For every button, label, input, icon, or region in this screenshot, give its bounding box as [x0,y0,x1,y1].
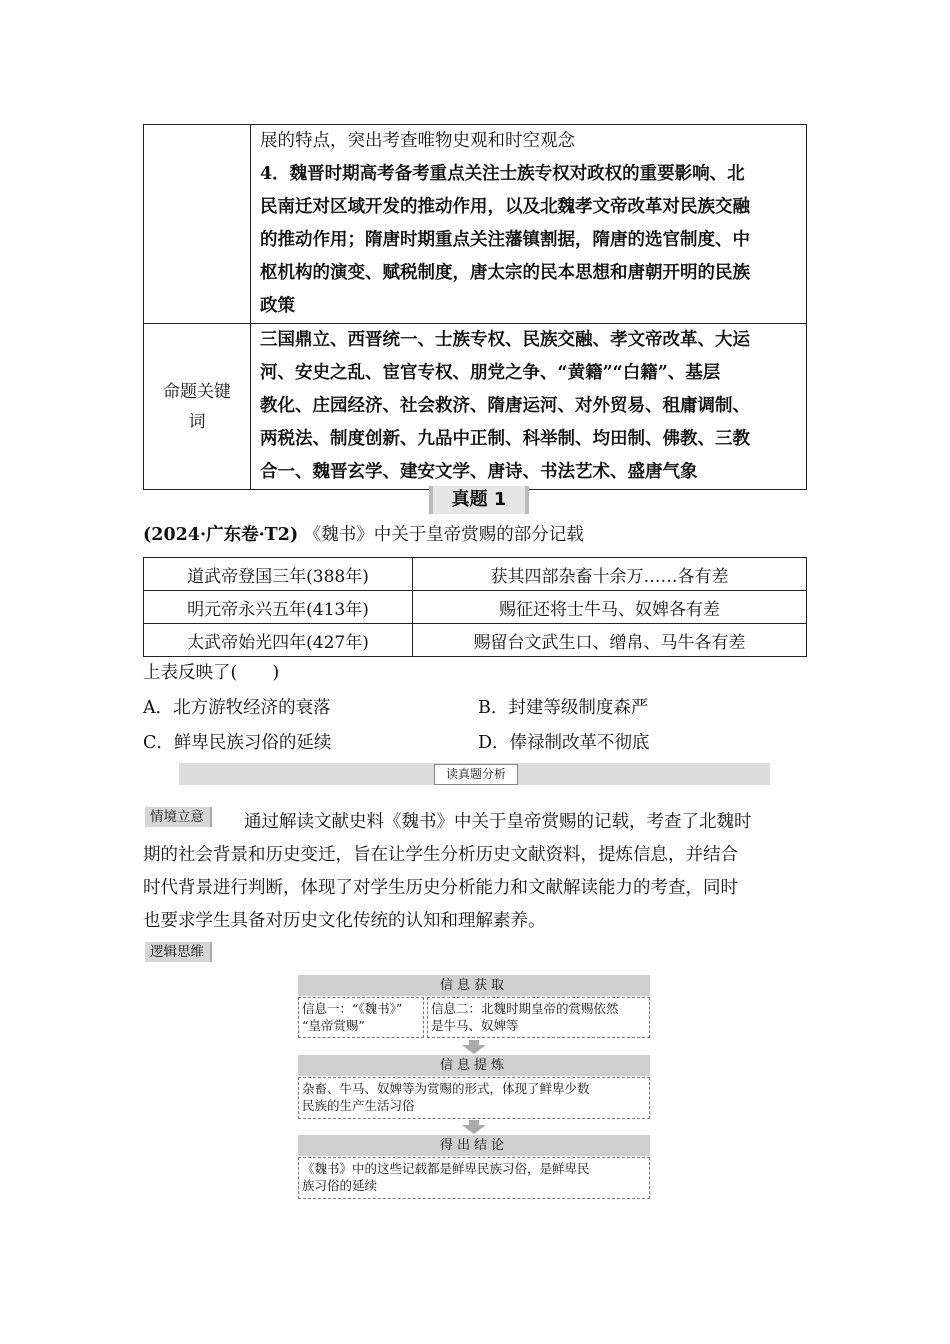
context-line: 也要求学生具备对历史文化传统的认知和理解素养。 [143,911,546,931]
exam-focus-text-cell [251,125,807,324]
info-two-line: 是牛马、奴婢等 [431,1018,519,1033]
point4-line: 民南迁对区域开发的推动作用，以及北魏孝文帝改革对民族交融 [260,197,750,217]
analysis-bar-label: 读真题分析 [434,764,518,785]
conclusion-line: 族习俗的延续 [302,1178,378,1193]
keywords-line: 两税法、制度创新、九品中正制、科举制、均田制、佛教、三教 [260,429,750,449]
table-row [144,591,807,624]
info-one-line: “皇帝赏赐” [302,1018,365,1033]
context-line: 通过解读文献史料《魏书》中关于皇帝赏赐的记载，考查了北魏时 [244,812,752,832]
step-info-acquire: 信息获取 [298,975,650,996]
context-paragraph [143,806,807,938]
table-cell: 赐留台文武生口、缯帛、马牛各有差 [413,624,807,657]
keywords-label: 词 [188,411,206,432]
section-heading: 真题 1 [429,486,529,514]
info-two-line: 信息二：北魏时期皇帝的赏赐依然 [431,1001,619,1016]
option-b[interactable]: B．封建等级制度森严 [478,698,649,718]
context-tag: 情境立意 [145,807,212,827]
keywords-line: 河、安史之乱、宦官专权、朋党之争、“黄籍”“白籍”、基层 [260,363,721,383]
records-table [143,557,807,657]
point4-line: 枢机构的演变、赋税制度，唐太宗的民本思想和唐朝开明的民族 [260,263,750,283]
refine-line: 杂畜、牛马、奴婢等为赏赐的形式，体现了鲜卑少数 [302,1081,590,1096]
exam-focus-table [143,124,807,490]
keywords-line: 三国鼎立、西晋统一、士族专权、民族交融、孝文帝改革、大运 [260,330,750,350]
down-arrow-icon [462,1125,486,1134]
point4-line: 4．魏晋时期高考备考重点关注士族专权对政权的重要影响、北 [260,164,745,184]
table-cell: 太武帝始光四年(427年) [144,624,413,657]
question-stem [143,523,584,547]
keywords-label: 命题关键 [163,381,231,402]
refine-box [298,1077,650,1119]
keywords-text-cell [251,324,807,490]
down-arrow-icon [462,1045,486,1054]
text-line: 展的特点，突出考查唯物史观和时空观念 [260,131,575,151]
keywords-line: 合一、魏晋玄学、建安文学、唐诗、书法艺术、盛唐气象 [260,462,698,482]
point4-line: 的推动作用；隋唐时期重点关注藩镇割据，隋唐的选官制度、中 [260,230,750,250]
info-one-box [298,997,424,1038]
conclusion-line: 《魏书》中的这些记载都是鲜卑民族习俗，是鲜卑民 [302,1161,590,1176]
conclusion-box [298,1157,650,1199]
question-source: (2024·广东卷·T2) [143,525,299,545]
refine-line: 民族的生产生活习俗 [302,1098,415,1113]
question-text: 《魏书》中关于皇帝赏赐的部分记载 [303,525,584,545]
info-two-box [427,997,650,1038]
step-conclusion: 得出结论 [298,1135,650,1156]
keywords-line: 教化、庄园经济、社会救济、隋唐运河、对外贸易、租庸调制、 [260,396,750,416]
empty-label-cell [144,125,251,324]
context-line: 期的社会背景和历史变迁，旨在让学生分析历史文献资料，提炼信息，并结合 [143,845,738,865]
option-a[interactable]: A．北方游牧经济的衰落 [143,698,331,718]
info-one-line: 信息一：“《魏书》” [302,1001,403,1016]
context-line: 时代背景进行判断，体现了对学生历史分析能力和文献解读能力的考查，同时 [143,878,738,898]
logic-tag: 逻辑思维 [145,942,212,962]
table-row [144,558,807,591]
keywords-label-cell [144,324,251,490]
question-prompt: 上表反映了( ) [143,663,280,683]
table-cell: 道武帝登国三年(388年) [144,558,413,591]
option-c[interactable]: C．鲜卑民族习俗的延续 [143,733,332,753]
table-cell: 赐征还将士牛马、奴婢各有差 [413,591,807,624]
table-cell: 获其四部杂畜十余万……各有差 [413,558,807,591]
step-info-refine: 信息提炼 [298,1055,650,1076]
option-d[interactable]: D．俸禄制改革不彻底 [478,733,650,753]
table-cell: 明元帝永兴五年(413年) [144,591,413,624]
point4-line: 政策 [260,296,295,316]
table-row [144,624,807,657]
